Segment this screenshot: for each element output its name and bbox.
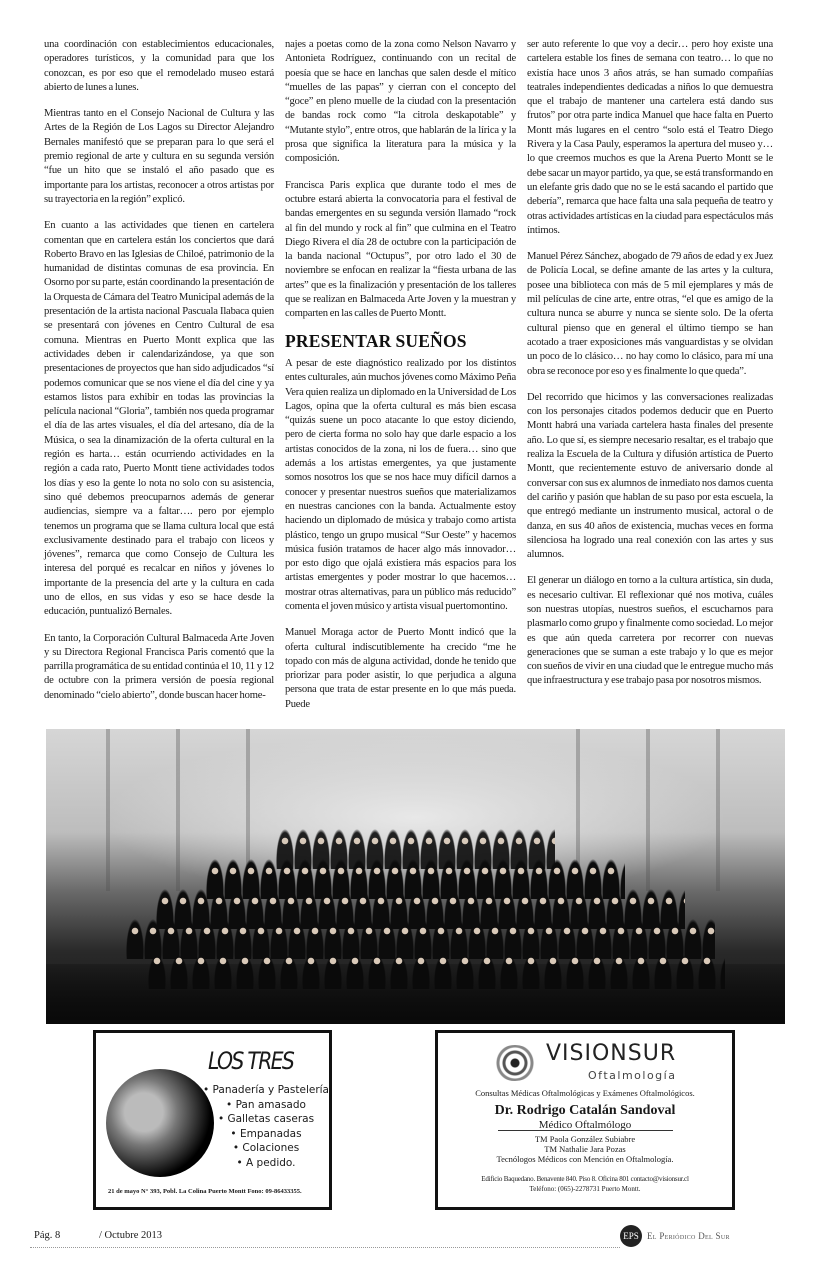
paragraph: Francisca Paris explica que durante todo el mes de octubre estará abierta la convocatoria para el festival de bandas emergentes en su segunda versión llamado “rock al fin del mundo y rock al fin” que culmina en el Teatro Diego Rivera el día 28 de octubre con la participación de la banda nacional “Octupus”, por otro lado el 30 de noviembre se enfocan en realizar la “fiesta urbana de las artes” que es la finalización y presentación de los talleres que se realizan en Balmaceda Arte Joven y la muestran y comparten en las calles de Puerto Montt. xyxy=(285,179,516,320)
ad-specialty: Médico Oftalmólogo xyxy=(538,1119,632,1131)
ad-staff: TM Paola González Subiabre xyxy=(534,1134,636,1144)
publication-name: El Periódico Del Sur xyxy=(647,1231,730,1241)
footer-divider xyxy=(30,1247,620,1248)
paragraph: En cuanto a las actividades que tienen en cartelera comentan que en cartelera están los conciertos que dará Roberto Bravo en las Iglesias de Chiloé, patrimonio de la humanidad de distintas comunas de esa provincia. En Osorno por su parte, están coordinando la presentación de la Orquesta de Cámara del Teatro Municipal además de la presentación de la artista nacional Pascuala Ilabaca quien se presentará con jóvenes en Centro Cultural de esa comuna. Mientras en Puerto Montt explica que las actividades deben ir calendarizándose, ya que son presentaciones de proyectos que han sido adjudicados “sí podemos comunicar que se nos viene el día del cine y ya estamos listos para exhibir en todas las provincias la película nacional “Gloria”, también nos queda programar el día de las artes visuales, el día del artesano, día de la Música, o sea la dinamización de la oferta cultural en la región es harta… están ocurriendo actividades en la región a cada rato, Puerto Montt tiene actividades todos los días y eso la gente lo nota no solo con su asistencia, sino qué debemos preocuparnos además de generar audiencias, siempre va a faltar…. pero por ejemplo tenemos un programa que se llama cultura local que está exclusivamente destinado para el trabajo con liceos y jóvenes”, remarca que como Consejo de Cultura les interesa del porqué es recalcar en niños y jóvenes lo importante de la presencia del arte y la cultura en cada uno de ellos, en sus vidas y eso se hace desde la educación, puntualizó Bernales. xyxy=(44,220,274,618)
ad-phone: Teléfono: (065)-2278731 Puerto Montt. xyxy=(529,1185,641,1193)
ad-title: LOS TRES xyxy=(208,1047,294,1075)
ad-los-tres-bakery xyxy=(93,1030,332,1210)
ad-staff-role: Tecnólogos Médicos con Mención en Oftalmología. xyxy=(496,1154,674,1164)
ad-services: Consultas Médicas Oftalmológicas y Exámenes Oftalmológicos. xyxy=(475,1088,695,1098)
paragraph: najes a poetas como de la zona como Nelson Navarro y Antonieta Rodríguez, continuando con un recital de poesía que se hace en lanchas que salen desde el mítico “muelles de las papas” y cierran con el concepto del “goce” en pleno muelle de la ciudad con la presentación de bandas rock como “la citrola deskapotable” y “Mutante stylo”, entre otros, que hablarán de la lírica y la prosa que significa la literatura para la música y la composición. xyxy=(285,39,516,165)
ad-brand: VISIONSUR xyxy=(546,1041,677,1066)
article-column-1 xyxy=(44,38,274,715)
ad-item: • A pedido. xyxy=(196,1156,336,1171)
ad-visionsur xyxy=(435,1030,735,1210)
section-heading: PRESENTAR SUEÑOS xyxy=(285,330,467,351)
ad-item: • Galletas caseras xyxy=(196,1112,336,1127)
article-column-2 xyxy=(285,38,516,724)
paragraph: Del recorrido que hicimos y las conversaciones realizadas con los personajes citados podemos deducir que en Puerto Montt habrá una variada cartelera hasta finales del presente año. Lo que sí, es siempre necesario resaltar, es el trabajo que realiza la Escuela de la Cultura y difusión artística de Puerto Montt, que recientemente estuvo de aniversario donde al conversar con sus ex alumnos de inmediato nos damos cuenta del cariño y pasión que hablan de su paso por esta escuela, la que entregó mediante un instrumento musical, actoral o de danza, en sus 40 años de existencia, muchas veces en forma silenciosa ha logrado una real conexión con las artes y sus alumnos. xyxy=(527,391,773,561)
paragraph: ser auto referente lo que voy a decir… pero hoy existe una cartelera estable los fines de semana con teatro… lo que no existía hace unos 3 años atrás, se han sumado compañías teatrales independientes dedicadas a niños lo que demuestra que el trabajo de mantener una cartelera está dando sus frutos” por otra parte indica Manuel que hace falta en Puerto Montt más lugares en el centro “solo está el Teatro Diego Rivera y la Casa Pauly, esperamos la apertura del museo y… lo que creemos muchos es que la Arena Puerto Montt se le debe sacar un mayor partido, ya que, se está transformando en un elefante gris dado que no se le está sacando el partido que debería”, remarca que hace falta una sala pequeña de teatro y otras actividades artísticas en la ciudad para espectáculos más íntimos. xyxy=(527,39,773,236)
paragraph: Manuel Pérez Sánchez, abogado de 79 años de edad y ex Juez de Policía Local, se define amante de las artes y la cultura, posee una biblioteca con más de 5 mil ejemplares y más de mil películas de cine arte, entre otras, “el que es amigo de la cultura nunca se aburre y nunca se siente solo. De la oferta cultural pienso que en general el último tiempo se han acotado a traer exposiciones más vanguardistas y se olvidan un poco de lo clásico… no hay como lo clásico, para mí una obra se reconoce por eso y es finalmente lo que queda”. xyxy=(527,251,773,377)
issue-date: / Octubre 2013 xyxy=(99,1230,162,1241)
paragraph: A pesar de este diagnóstico realizado por los distintos entes culturales, aún muchos jóvenes como Máximo Peña Vera quien realiza un diplomado en la Universidad de Los Lagos, opina que la oferta cultural es más bien escasa “quizás suene un poco atacante lo que estoy diciendo, pero de cierta forma no solo hay que darle espacio a los artistas conocidos de la zona, ni los de fuera… sino que además a los artistas emergentes, ya que justamente somos nosotros los que se nos hace muy difícil darnos a conocer y presentar nuestros sueños que materializamos en nuestras canciones con la banda. Actualmente estoy haciendo un diplomado de música y trabajo como artista plástico, tengo un grupo musical “Sur Oeste” y hacemos música fusión tratamos de hacer algo más innovador… por esto digo que ojalá existiera más espacios para los artistas emergentes y poder mostrar lo que hacemos… mostrar otras alternativas, para un público más reducido” comenta el joven músico y artista visual puertomontino. xyxy=(285,357,516,612)
paragraph: una coordinación con establecimientos educacionales, operadores turísticos, y la comunidad para que los conozcan, es por eso que el remodelado museo estará abierto de lunes a lunes. xyxy=(44,39,274,93)
ad-item-list xyxy=(196,1083,336,1170)
paragraph: El generar un diálogo en torno a la cultura artística, sin duda, es necesario cultivar. El reflexionar qué nos motiva, cuáles son nuestras utopías, nuestros sueños, el escucharnos para plasmarlo como grupo y finalmente como sociedad. Lo mejor es que aún queda carretera por recorrer con nuevas generaciones que se suman a este trabajo y lo que es mejor con sueños de vivir en una ciudad que le entregue mucho más que infraestructura y ese trabajo pasa por nosotros mismos. xyxy=(527,575,773,687)
ad-item: • Pan amasado xyxy=(196,1098,336,1113)
paragraph: Mientras tanto en el Consejo Nacional de Cultura y las Artes de la Región de Los Lagos su Director Alejandro Bernales manifestó que se preparan para lo que será el premio regional de arte y cultura en su segunda versión “fue un hito que se instaló el año pasado que es importante para los artistas, reconocer a otros artistas por su trayectoria en la región” explicó. xyxy=(44,108,274,205)
ad-item: • Panadería y Pastelería xyxy=(196,1083,336,1098)
page-number: Pág. 8 xyxy=(34,1230,61,1241)
ad-staff: TM Nathalie Jara Pozas xyxy=(544,1144,626,1154)
paragraph: Manuel Moraga actor de Puerto Montt indicó que la oferta cultural indiscutiblemente ha crecido “me he topado con más de alguna actividad, donde he tenido que priorizar para poder asistir, lo que perjudica a alguna persona que trata de estar presente en lo que más pueda. Puede xyxy=(285,627,516,710)
ad-item: • Empanadas xyxy=(196,1127,336,1142)
ad-subtitle: Oftalmología xyxy=(588,1069,677,1082)
paragraph: En tanto, la Corporación Cultural Balmaceda Arte Joven y su Directora Regional Francisca Paris comentó que la parrilla programática de su entidad continúa el 10, 11 y 12 de octubre con la primera versión de poesía regional denominado “cielo abierto”, donde buscan hacer home- xyxy=(44,632,274,701)
article-column-3 xyxy=(527,38,773,701)
ad-address: Edificio Baquedano. Benavente 840. Piso 8. Oficina 801 contacto@visionsur.cl xyxy=(481,1175,689,1183)
ad-doctor: Dr. Rodrigo Catalán Sandoval xyxy=(494,1103,676,1118)
ad-address: 21 de mayo N° 393, Pobl. La Colina Puerto Montt Fono: 09-86433355. xyxy=(108,1188,302,1195)
eye-dots-logo-icon xyxy=(493,1045,537,1081)
divider xyxy=(498,1130,673,1131)
ad-item: • Colaciones xyxy=(196,1141,336,1156)
orchestra-photo xyxy=(46,729,785,1024)
eps-logo-icon: EPS xyxy=(620,1225,642,1247)
